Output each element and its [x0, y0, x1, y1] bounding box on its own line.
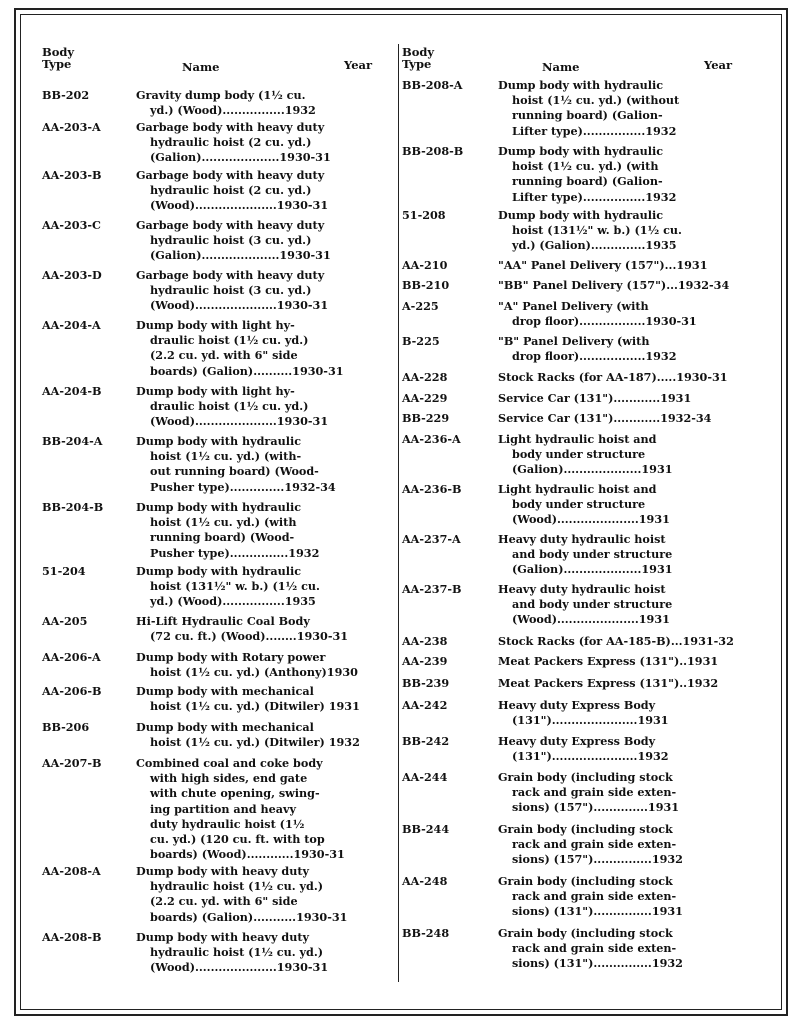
body-type-code: BB-248 — [402, 926, 450, 940]
body-type-header: Body Type — [402, 45, 435, 71]
description-line: and body under structure — [512, 597, 673, 612]
description-line: hydraulic hoist (3 cu. yd.) — [150, 283, 312, 298]
body-description — [498, 654, 718, 669]
description-line: (Wood).....................1931 — [512, 612, 670, 627]
description-line: Gravity dump body (1½ cu. — [136, 88, 306, 102]
body-description — [136, 168, 328, 214]
description-line: Pusher type)..............1932-34 — [150, 479, 336, 494]
description-line: Garbage body with heavy duty — [136, 120, 325, 134]
description-line: (Wood).....................1930-31 — [150, 298, 329, 313]
description-line: Dump body with mechanical — [136, 720, 314, 734]
description-line: draulic hoist (1½ cu. yd.) — [150, 399, 309, 414]
body-type-header: Body Type — [42, 45, 75, 71]
body-description — [136, 684, 360, 714]
body-type-code: AA-206-A — [42, 650, 101, 664]
description-line: Dump body with hydraulic — [498, 208, 664, 222]
description-line: hoist (131½" w. b.) (1½ cu. — [150, 579, 320, 594]
description-line: (Galion)....................1931 — [512, 462, 673, 477]
description-line: Grain body (including stock — [498, 874, 673, 888]
body-description — [136, 756, 345, 862]
description-line: yd.) (Galion)..............1935 — [512, 238, 677, 253]
body-type-code: BB-229 — [402, 411, 450, 425]
body-description — [498, 78, 679, 139]
description-line: with chute opening, swing- — [150, 786, 320, 801]
body-type-code: AA-204-B — [42, 384, 102, 398]
body-type-code: BB-204-A — [42, 434, 103, 448]
description-line: boards) (Wood)............1930-31 — [150, 847, 345, 862]
description-line: ing partition and heavy — [150, 801, 296, 816]
body-description — [136, 614, 348, 644]
description-line: body under structure — [512, 447, 646, 462]
body-description — [498, 258, 708, 273]
body-type-code: BB-208-B — [402, 144, 464, 158]
body-type-code: 51-208 — [402, 208, 446, 222]
description-line: boards) (Galion)..........1930-31 — [150, 363, 344, 378]
description-line: Dump body with hydraulic — [136, 564, 302, 578]
description-line: (131")......................1932 — [512, 749, 669, 764]
body-type-code: BB-244 — [402, 822, 450, 836]
description-line: hoist (1½ cu. yd.) (with — [150, 515, 297, 530]
year-header: Year — [704, 58, 733, 72]
body-description — [498, 822, 683, 868]
body-type-code: AA-203-C — [42, 218, 101, 232]
description-line: Dump body with hydraulic — [498, 78, 664, 92]
body-description — [498, 874, 683, 920]
left-column-header — [42, 44, 382, 80]
body-type-code: 51-204 — [42, 564, 86, 578]
description-line: running board) (Galion- — [512, 174, 663, 189]
description-line: hoist (1½ cu. yd.) (Ditwiler) 1932 — [150, 735, 360, 750]
description-line: yd.) (Wood)................1932 — [150, 103, 316, 118]
body-description — [498, 482, 670, 528]
body-type-code: AA-203-A — [42, 120, 101, 134]
description-line: Meat Packers Express (131")..1932 — [498, 676, 719, 690]
description-line: "BB" Panel Delivery (157")...1932-34 — [498, 278, 730, 292]
description-line: Light hydraulic hoist and — [498, 482, 657, 496]
body-type-code: AA-239 — [402, 654, 448, 668]
body-description — [136, 650, 358, 680]
description-line: (2.2 cu. yd. with 6" side — [150, 894, 298, 909]
description-line: (Wood).....................1930-31 — [150, 198, 329, 213]
description-line: Dump body with hydraulic — [136, 500, 302, 514]
body-type-code: BB-239 — [402, 676, 450, 690]
body-type-code: AA-242 — [402, 698, 448, 712]
body-description — [498, 334, 677, 364]
body-description — [136, 500, 319, 561]
description-line: rack and grain side exten- — [512, 889, 677, 904]
description-line: Grain body (including stock — [498, 770, 673, 784]
body-description — [498, 370, 728, 385]
description-line: Dump body with light hy- — [136, 318, 295, 332]
body-description — [136, 864, 347, 925]
description-line: yd.) (Wood)................1935 — [150, 594, 316, 609]
description-line: hydraulic hoist (2 cu. yd.) — [150, 135, 312, 150]
description-line: (Wood).....................1931 — [512, 512, 670, 527]
body-description — [136, 88, 316, 118]
description-line: hoist (131½" w. b.) (1½ cu. — [512, 223, 682, 238]
description-line: Dump body with Rotary power — [136, 650, 326, 664]
body-type-code: AA-208-B — [42, 930, 102, 944]
description-line: Meat Packers Express (131")..1931 — [498, 654, 719, 668]
right-column — [402, 44, 734, 971]
body-description — [498, 734, 669, 764]
description-line: (2.2 cu. yd. with 6" side — [150, 348, 298, 363]
description-line: hoist (1½ cu. yd.) (with- — [150, 449, 302, 464]
body-type-code: AA-207-B — [42, 756, 102, 770]
body-type-code: B-225 — [402, 334, 440, 348]
description-line: (Galion)....................1930-31 — [150, 150, 331, 165]
body-description — [136, 564, 320, 610]
description-line: Pusher type)...............1932 — [150, 545, 320, 560]
description-line: (72 cu. ft.) (Wood)........1930-31 — [150, 629, 349, 644]
name-header: Name — [542, 60, 580, 74]
year-header: Year — [344, 58, 373, 72]
description-line: (Galion)....................1930-31 — [150, 248, 331, 263]
body-description — [136, 384, 328, 430]
description-line: hoist (1½ cu. yd.) (Anthony)1930 — [150, 665, 358, 680]
description-line: Combined coal and coke body — [136, 756, 323, 770]
description-line: Dump body with heavy duty — [136, 864, 309, 878]
description-line: sions) (157")..............1931 — [512, 800, 680, 815]
body-description — [498, 676, 718, 691]
description-line: hoist (1½ cu. yd.) (without — [512, 93, 680, 108]
body-type-code: AA-238 — [402, 634, 448, 648]
body-description — [136, 434, 336, 495]
body-type-code: AA-237-A — [402, 532, 461, 546]
body-description — [136, 218, 331, 264]
description-line: Dump body with heavy duty — [136, 930, 309, 944]
body-description — [498, 634, 734, 649]
left-column — [42, 44, 382, 975]
description-line: Service Car (131")............1931 — [498, 391, 692, 405]
body-type-code: AA-203-B — [42, 168, 102, 182]
description-line: Service Car (131")............1932-34 — [498, 411, 712, 425]
description-line: body under structure — [512, 497, 646, 512]
description-line: Dump body with hydraulic — [498, 144, 664, 158]
body-description — [498, 299, 697, 329]
body-type-code: AA-236-B — [402, 482, 462, 496]
description-line: out running board) (Wood- — [150, 464, 319, 479]
description-line: (Wood).....................1930-31 — [150, 960, 329, 975]
description-line: rack and grain side exten- — [512, 941, 677, 956]
body-type-code: AA-244 — [402, 770, 448, 784]
body-description — [136, 318, 344, 379]
description-line: (131")......................1931 — [512, 713, 669, 728]
description-line: and body under structure — [512, 547, 673, 562]
body-type-code: AA-237-B — [402, 582, 462, 596]
body-type-code: AA-228 — [402, 370, 448, 384]
description-line: "A" Panel Delivery (with — [498, 299, 649, 313]
description-line: "B" Panel Delivery (with — [498, 334, 650, 348]
body-description — [498, 411, 711, 426]
description-line: boards) (Galion)...........1930-31 — [150, 909, 348, 924]
description-line: Garbage body with heavy duty — [136, 268, 325, 282]
description-line: Stock Racks (for AA-187).....1930-31 — [498, 370, 728, 384]
description-line: Light hydraulic hoist and — [498, 432, 657, 446]
body-description — [498, 432, 673, 478]
body-description — [136, 120, 331, 166]
description-line: Lifter type)................1932 — [512, 123, 677, 138]
body-type-code: AA-236-A — [402, 432, 461, 446]
description-line: (Galion)....................1931 — [512, 562, 673, 577]
description-line: Heavy duty hydraulic hoist — [498, 582, 666, 596]
description-line: drop floor).................1932 — [512, 349, 677, 364]
body-description — [498, 698, 669, 728]
body-description — [136, 720, 360, 750]
description-line: cu. yd.) (120 cu. ft. with top — [150, 832, 325, 847]
body-description — [498, 770, 679, 816]
description-line: Grain body (including stock — [498, 822, 673, 836]
body-type-code: AA-229 — [402, 391, 448, 405]
body-type-code: AA-208-A — [42, 864, 101, 878]
description-line: sions) (157")...............1932 — [512, 852, 683, 867]
description-line: Dump body with mechanical — [136, 684, 314, 698]
description-line: Garbage body with heavy duty — [136, 168, 325, 182]
description-line: draulic hoist (1½ cu. yd.) — [150, 333, 309, 348]
description-line: Dump body with hydraulic — [136, 434, 302, 448]
name-header: Name — [182, 60, 220, 74]
description-line: "AA" Panel Delivery (157")...1931 — [498, 258, 708, 272]
description-line: duty hydraulic hoist (1½ — [150, 816, 305, 831]
description-line: with high sides, end gate — [150, 771, 308, 786]
body-description — [498, 208, 682, 254]
description-line: hydraulic hoist (1½ cu. yd.) — [150, 879, 324, 894]
description-line: Heavy duty hydraulic hoist — [498, 532, 666, 546]
body-type-code: BB-204-B — [42, 500, 104, 514]
body-description — [498, 532, 673, 578]
body-type-code: AA-210 — [402, 258, 448, 272]
description-line: sions) (131")...............1932 — [512, 956, 683, 971]
description-line: (Wood).....................1930-31 — [150, 414, 329, 429]
body-type-code: BB-242 — [402, 734, 450, 748]
body-type-code: BB-210 — [402, 278, 450, 292]
description-line: Heavy duty Express Body — [498, 698, 656, 712]
body-type-code: BB-202 — [42, 88, 90, 102]
body-type-code: BB-208-A — [402, 78, 463, 92]
right-column-header — [402, 44, 733, 80]
description-line: hoist (1½ cu. yd.) (with — [512, 159, 659, 174]
description-line: Dump body with light hy- — [136, 384, 295, 398]
description-line: Hi-Lift Hydraulic Coal Body — [136, 614, 310, 628]
body-description — [498, 582, 672, 628]
description-line: Lifter type)................1932 — [512, 189, 677, 204]
description-line: Garbage body with heavy duty — [136, 218, 325, 232]
body-description — [498, 278, 729, 293]
description-line: Grain body (including stock — [498, 926, 673, 940]
body-type-code: BB-206 — [42, 720, 90, 734]
description-line: hydraulic hoist (2 cu. yd.) — [150, 183, 312, 198]
column-divider — [398, 44, 399, 982]
body-description — [498, 144, 676, 205]
body-description — [136, 930, 328, 976]
description-line: running board) (Galion- — [512, 108, 663, 123]
description-line: hydraulic hoist (1½ cu. yd.) — [150, 945, 324, 960]
body-type-code: A-225 — [402, 299, 439, 313]
body-type-code: AA-248 — [402, 874, 448, 888]
description-line: Heavy duty Express Body — [498, 734, 656, 748]
body-type-code: AA-203-D — [42, 268, 102, 282]
description-line: rack and grain side exten- — [512, 785, 677, 800]
description-line: Stock Racks (for AA-185-B)...1931-32 — [498, 634, 734, 648]
body-description — [136, 268, 328, 314]
body-type-code: AA-204-A — [42, 318, 101, 332]
description-line: drop floor).................1930-31 — [512, 314, 697, 329]
description-line: sions) (131")...............1931 — [512, 904, 683, 919]
body-type-code: AA-205 — [42, 614, 88, 628]
body-description — [498, 926, 683, 972]
body-description — [498, 391, 691, 406]
description-line: hoist (1½ cu. yd.) (Ditwiler) 1931 — [150, 699, 360, 714]
description-line: running board) (Wood- — [150, 530, 295, 545]
body-type-code: AA-206-B — [42, 684, 102, 698]
description-line: hydraulic hoist (3 cu. yd.) — [150, 233, 312, 248]
description-line: rack and grain side exten- — [512, 837, 677, 852]
